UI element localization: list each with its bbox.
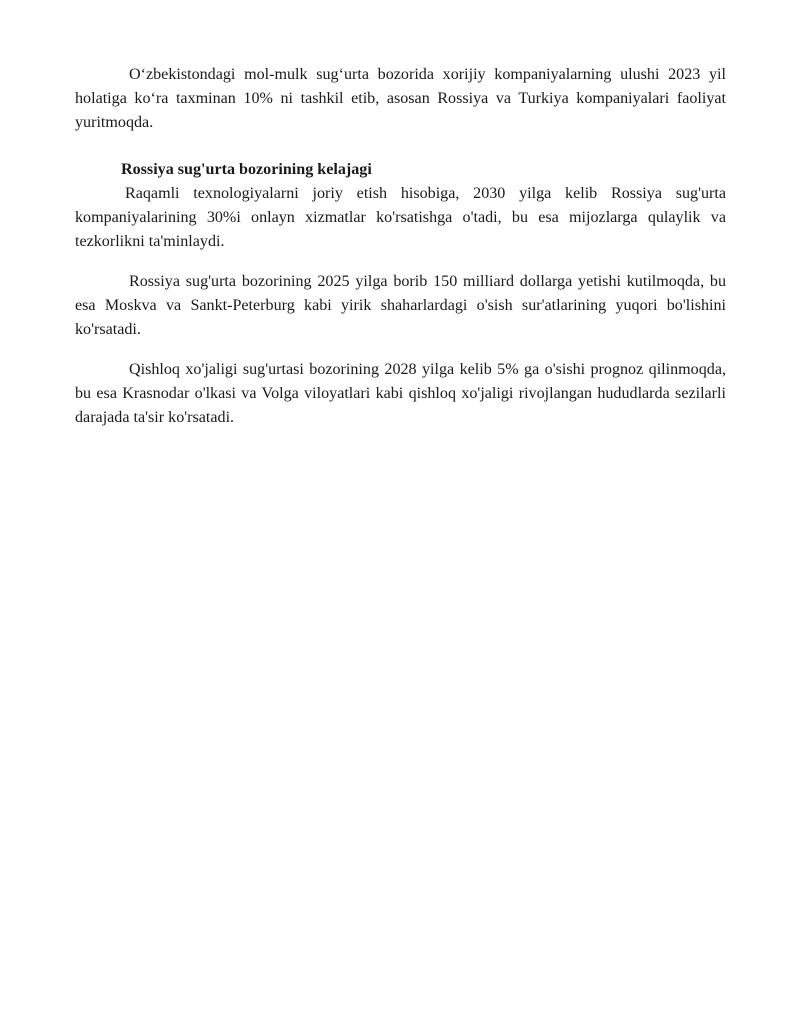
section-heading: Rossiya sug'urta bozorining kelajagi [121, 161, 372, 178]
paragraph-foreign-share: O‘zbekistondagi mol-mulk sug‘urta bozorida xorijiy kompaniyalarning ulushi 2023 yil holatiga ko‘ra taxminan 10% ni tashkil etib, asosan Rossiya va Turkiya kompaniyalari faoliyat yuritmoqda. [75, 66, 726, 131]
paragraph-digital-tech: Raqamli texnologiyalarni joriy etish hisobiga, 2030 yilga kelib Rossiya sug'urta kompaniyalarining 30%i onlayn xizmatlar ko'rsatishga o'tadi, bu esa mijozlarga qulaylik va tezkorlikni ta'minlaydi. [75, 185, 726, 250]
paragraph-spacer [75, 342, 726, 358]
paragraph-agri-insurance: Qishloq xo'jaligi sug'urtasi bozorining 2028 yilga kelib 5% ga o'sishi prognoz qilinmoqda, bu esa Krasnodar o'lkasi va Volga viloyatlari kabi qishloq xo'jaligi rivojlangan hududlarda sezilarli darajada ta'sir ko'rsatadi. [75, 361, 726, 426]
paragraph-market-forecast: Rossiya sug'urta bozorining 2025 yilga borib 150 milliard dollarga yetishi kutilmoqda, bu esa Moskva va Sankt-Peterburg kabi yirik shaharlardagi o'sish sur'atlarining yuqori bo'lishini ko'rsatadi. [75, 273, 726, 338]
paragraph-spacer [75, 135, 726, 158]
paragraph-spacer [75, 254, 726, 270]
document-page [75, 63, 726, 430]
